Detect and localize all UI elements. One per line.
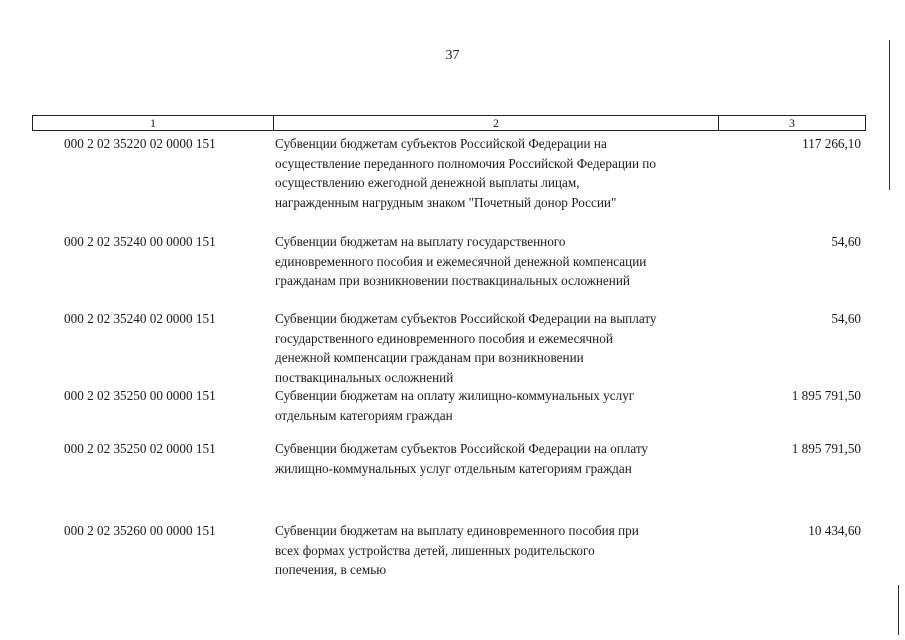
page-number: 37 [445,48,460,63]
row-code: 000 2 02 35240 00 0000 151 [64,234,216,249]
row-description: Субвенции бюджетам субъектов Российской Федерации на оплату жилищно-коммунальных услуг отдельным категориям граждан [275,441,649,476]
row-description: Субвенции бюджетам на выплату единовременного пособия при всех формах устройства детей, лишенных родительского попечения, в семью [275,523,639,577]
row-code: 000 2 02 35220 02 0000 151 [64,136,216,151]
row-code: 000 2 02 35240 02 0000 151 [64,311,216,326]
row-description: Субвенции бюджетам на оплату жилищно-коммунальных услуг отдельным категориям граждан [275,388,635,423]
row-description: Субвенции бюджетам субъектов Российской Федерации на выплату государственного единовременного пособия и ежемесячной денежной компенсации гражданам при возникновении поствакцинальных осложнений [275,311,657,385]
scan-edge-line [898,585,899,635]
row-amount: 54,60 [831,234,861,249]
row-amount: 10 434,60 [808,523,861,538]
scan-edge-line [889,40,890,190]
row-amount: 1 895 791,50 [791,441,861,456]
row-amount: 1 895 791,50 [791,388,861,403]
row-code: 000 2 02 35250 00 0000 151 [64,388,216,403]
row-code: 000 2 02 35250 02 0000 151 [64,441,216,456]
row-amount: 54,60 [831,311,861,326]
row-amount: 117 266,10 [802,136,861,151]
header-col-3: 3 [789,116,795,130]
header-col-2: 2 [274,116,719,130]
row-description: Субвенции бюджетам на выплату государственного единовременного пособия и ежемесячной денежной компенсации гражданам при возникновении поствакцинальных осложнений [275,234,647,288]
header-col-1: 1 [33,116,274,130]
row-description: Субвенции бюджетам субъектов Российской Федерации на осуществление переданного полномочия Российской Федерации по осуществлению ежегодной денежной выплаты лицам, награжденным нагрудным знаком "Почетный донор России" [275,136,656,210]
row-code: 000 2 02 35260 00 0000 151 [64,523,216,538]
table-header [32,115,866,131]
